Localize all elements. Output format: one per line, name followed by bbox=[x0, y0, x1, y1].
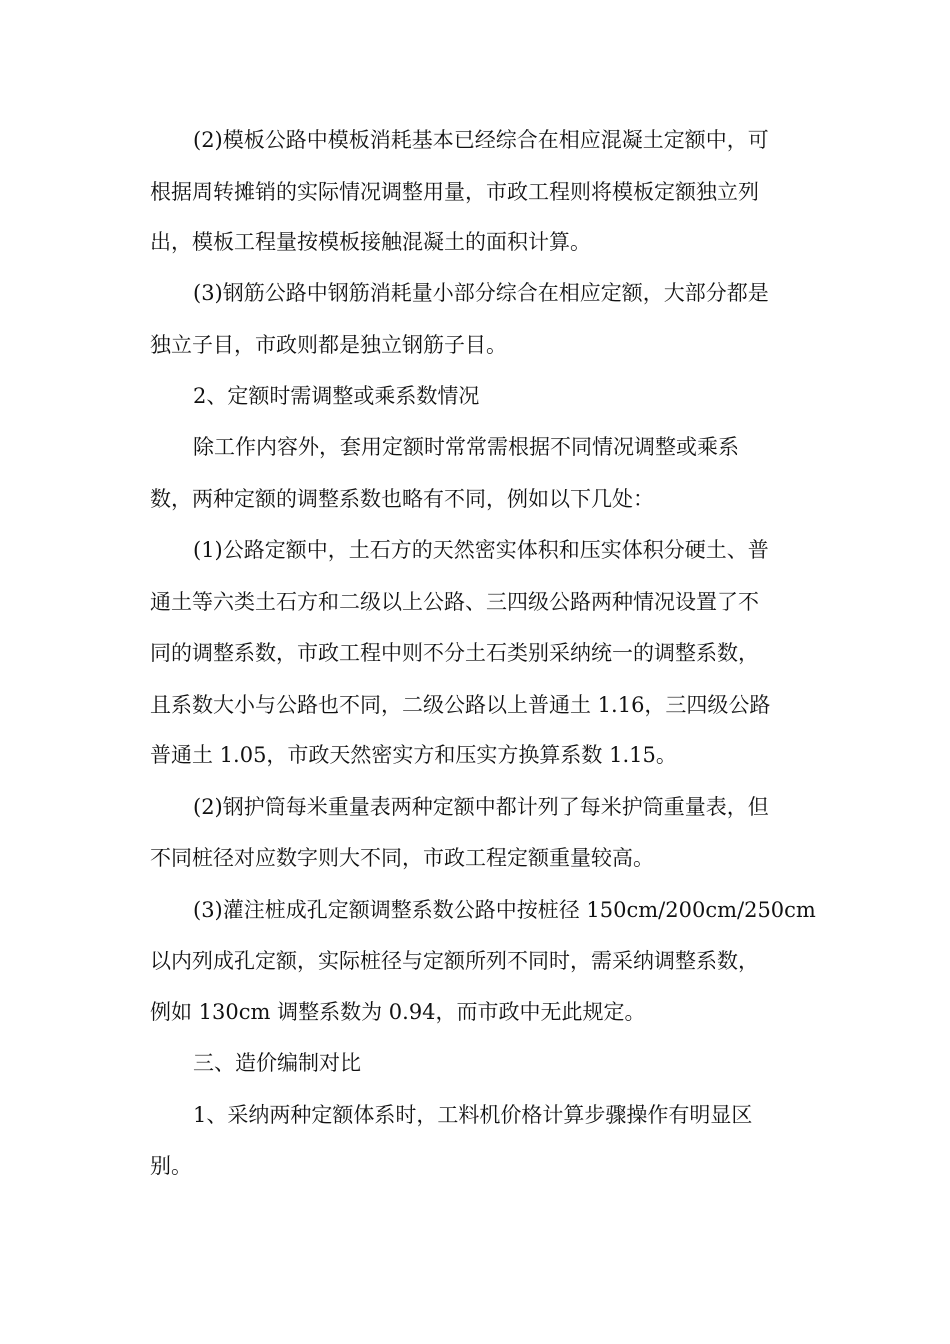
paragraph-line: 独立子目，市政则都是独立钢筋子目。 bbox=[150, 333, 507, 357]
paragraph-line: 数，两种定额的调整系数也略有不同，例如以下几处： bbox=[150, 487, 654, 511]
paragraph-line: 以内列成孔定额，实际桩径与定额所列不同时，需采纳调整系数， bbox=[150, 949, 759, 973]
paragraph-line: (2)钢护筒每米重量表两种定额中都计列了每米护筒重量表，但 bbox=[193, 795, 769, 819]
paragraph-line: 不同桩径对应数字则大不同，市政工程定额重量较高。 bbox=[150, 846, 654, 870]
paragraph-line: 别。 bbox=[150, 1154, 192, 1178]
paragraph-line: 1、采纳两种定额体系时，工料机价格计算步骤操作有明显区 bbox=[193, 1103, 753, 1127]
paragraph-line: 例如 130cm 调整系数为 0.94，而市政中无此规定。 bbox=[150, 1000, 646, 1024]
paragraph-line: 同的调整系数，市政工程中则不分土石类别采纳统一的调整系数， bbox=[150, 641, 759, 665]
paragraph-line: (3)灌注桩成孔定额调整系数公路中按桩径 150cm/200cm/250cm bbox=[193, 898, 816, 922]
section-heading: 2、定额时需调整或乘系数情况 bbox=[193, 384, 480, 408]
paragraph-line: (1)公路定额中，土石方的天然密实体积和压实体积分硬土、普 bbox=[193, 538, 769, 562]
paragraph-line: 普通土 1.05，市政天然密实方和压实方换算系数 1.15。 bbox=[150, 743, 677, 767]
paragraph-line: 通土等六类土石方和二级以上公路、三四级公路两种情况设置了不 bbox=[150, 590, 759, 614]
paragraph-line: 除工作内容外，套用定额时常常需根据不同情况调整或乘系 bbox=[193, 435, 739, 459]
paragraph-line: 出，模板工程量按模板接触混凝土的面积计算。 bbox=[150, 230, 591, 254]
paragraph-line: (3)钢筋公路中钢筋消耗量小部分综合在相应定额，大部分都是 bbox=[193, 281, 769, 305]
paragraph-line: (2)模板公路中模板消耗基本已经综合在相应混凝土定额中，可 bbox=[193, 128, 769, 152]
section-heading: 三、造价编制对比 bbox=[193, 1051, 361, 1075]
paragraph-line: 根据周转摊销的实际情况调整用量，市政工程则将模板定额独立列 bbox=[150, 180, 759, 204]
paragraph-line: 且系数大小与公路也不同，二级公路以上普通土 1.16，三四级公路 bbox=[150, 693, 771, 717]
